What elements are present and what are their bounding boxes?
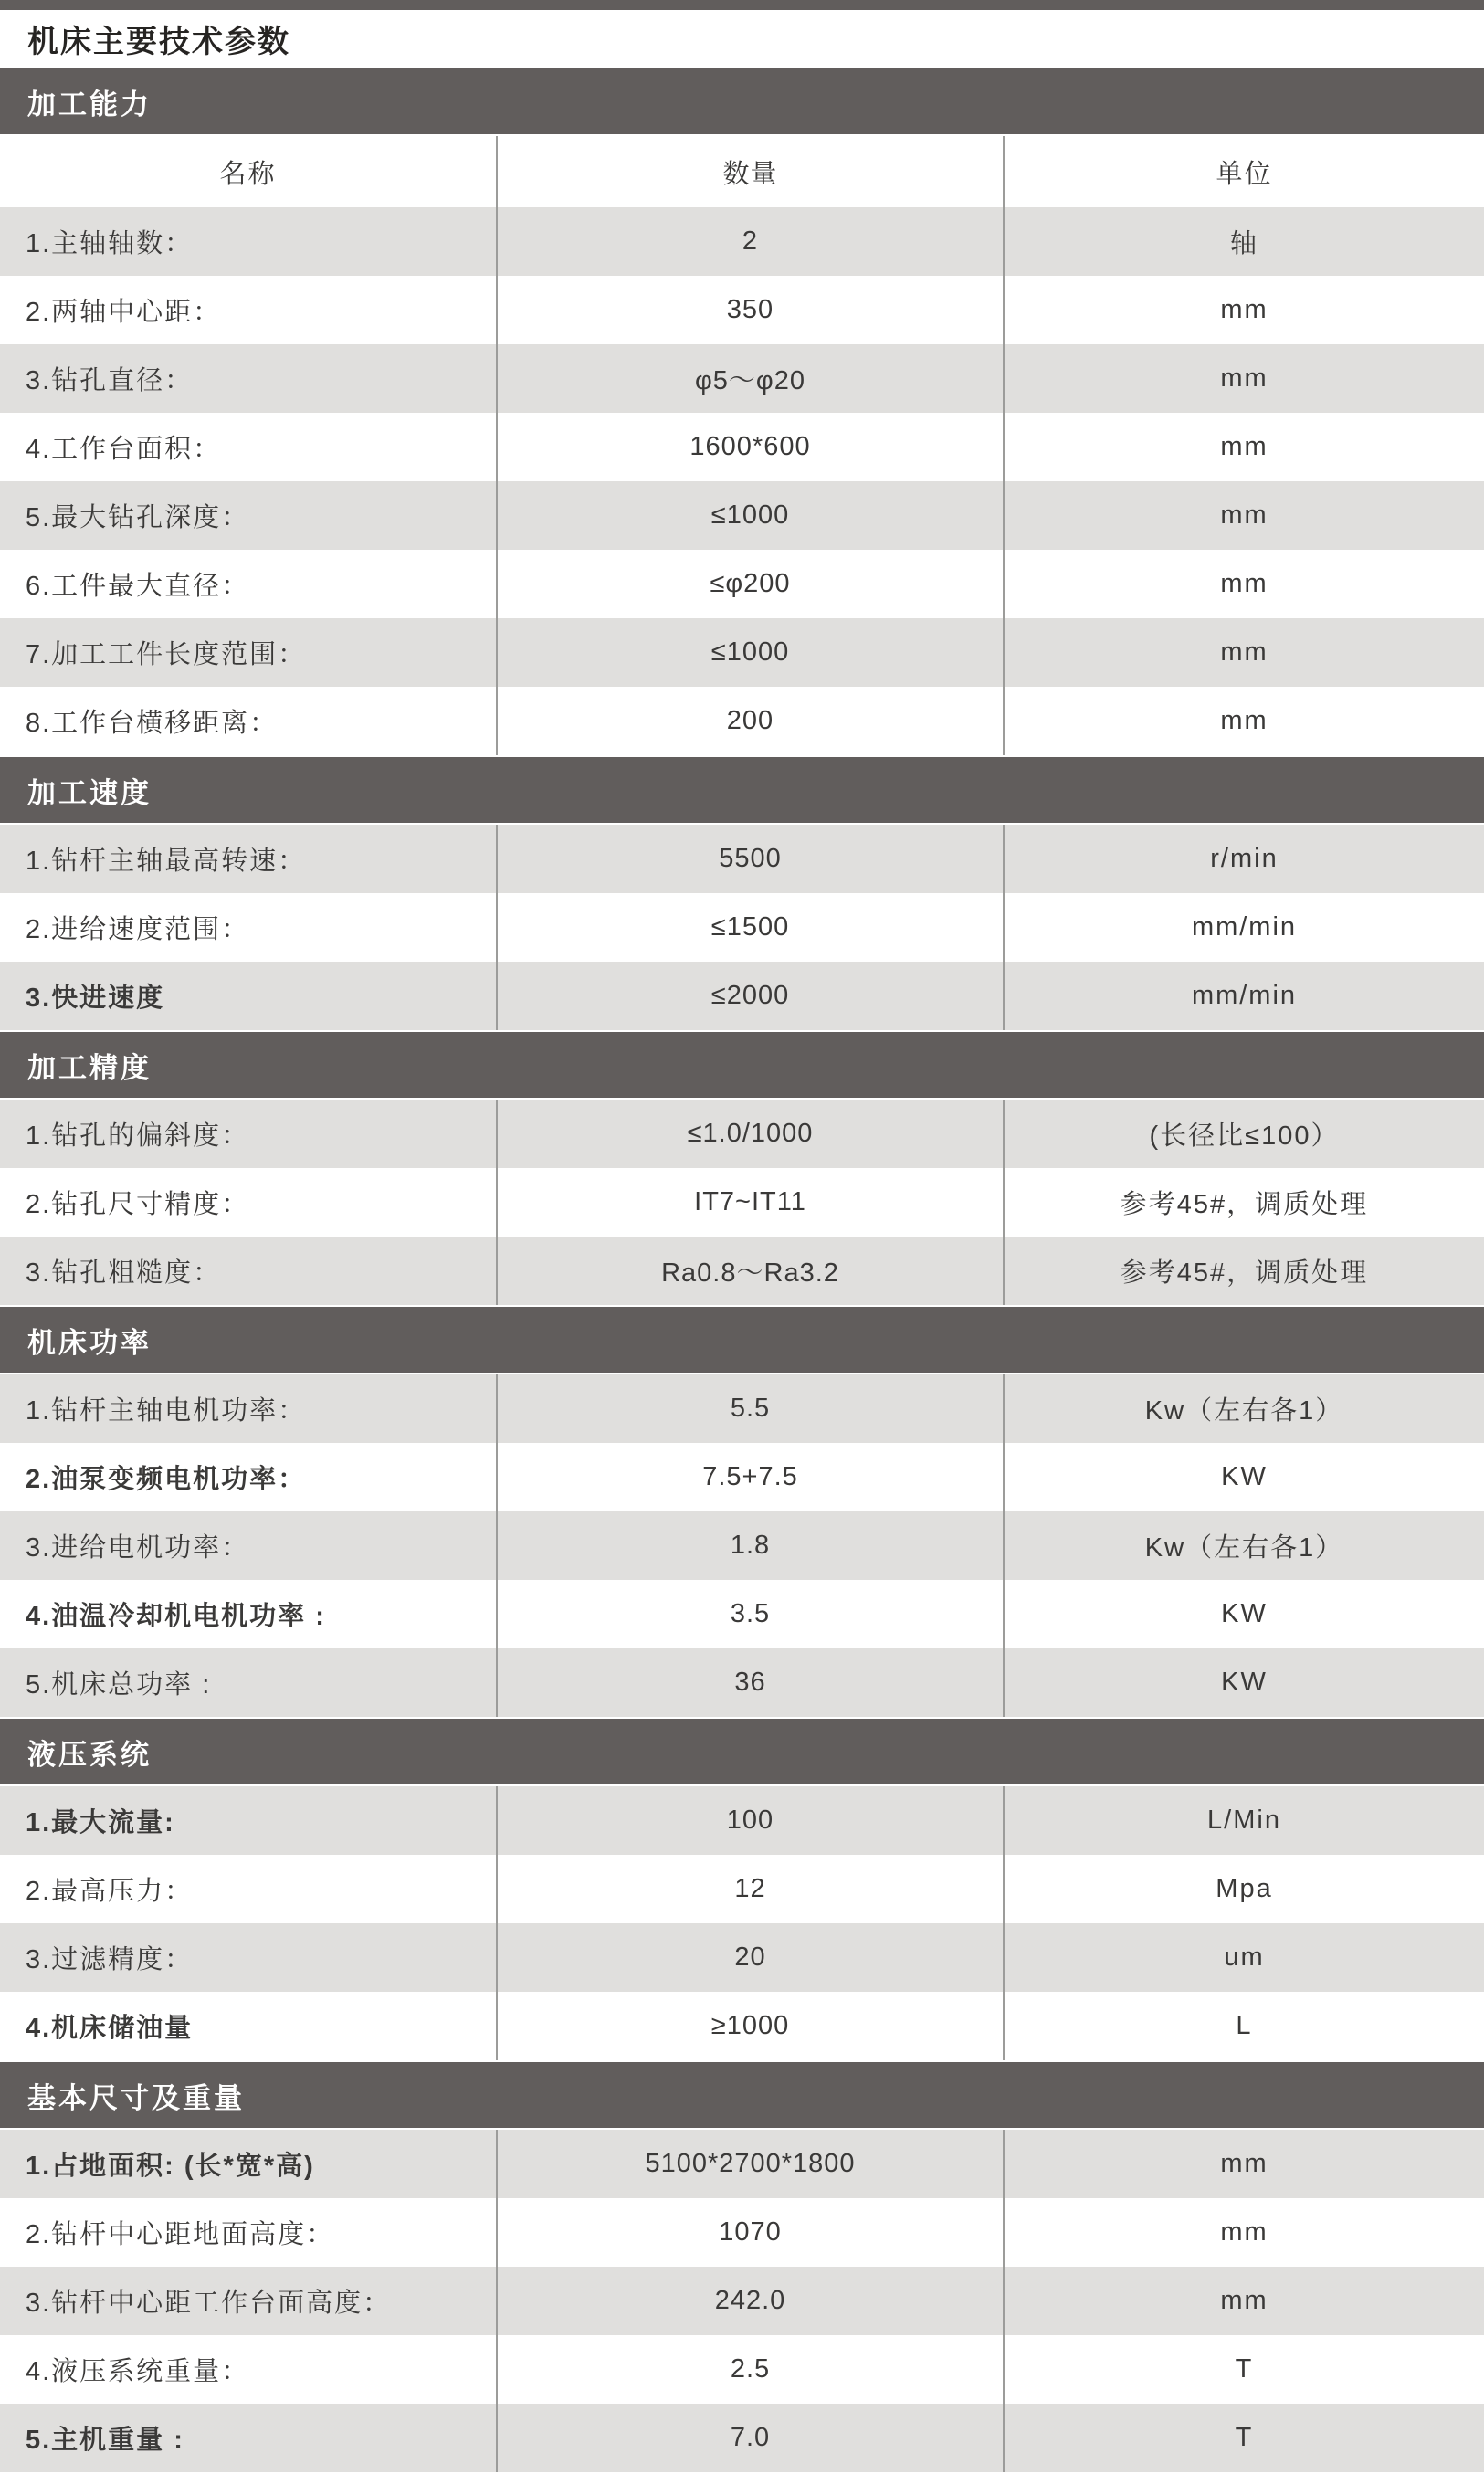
spec-label-cell: 4.油温冷却机电机功率 :	[26, 1602, 326, 1631]
spec-unit-cell: T	[1003, 2404, 1484, 2472]
spec-row	[0, 1374, 1484, 1443]
spec-value-cell: ≤1000	[496, 618, 1003, 687]
spec-unit-cell: mm	[1003, 2267, 1484, 2335]
spec-value-cell: ≤1.0/1000	[496, 1100, 1003, 1168]
spec-unit-cell: mm	[1003, 413, 1484, 481]
spec-unit-cell: r/min	[1003, 825, 1484, 893]
spec-unit-cell: 参考45#，调质处理	[1003, 1237, 1484, 1305]
spec-row	[0, 893, 1484, 962]
section-header: 液压系统	[0, 1717, 1484, 1786]
spec-unit-cell: mm	[1003, 276, 1484, 344]
spec-row	[0, 618, 1484, 687]
spec-label-cell: 7.加工工件长度范围：	[26, 640, 307, 669]
spec-row	[0, 1580, 1484, 1648]
spec-label-cell: 2.钻杆中心距地面高度：	[26, 2220, 335, 2249]
spec-unit-cell: mm	[1003, 2198, 1484, 2267]
spec-row	[0, 825, 1484, 893]
spec-row	[0, 2404, 1484, 2472]
spec-label-cell: 1.主轴轴数：	[26, 229, 194, 258]
spec-value-cell: 7.5+7.5	[496, 1443, 1003, 1511]
spec-label-cell: 2.进给速度范围：	[26, 915, 250, 944]
spec-row	[0, 344, 1484, 413]
spec-value-cell: 242.0	[496, 2267, 1003, 2335]
spec-label-cell: 2.两轴中心距：	[26, 298, 222, 327]
spec-unit-cell: um	[1003, 1923, 1484, 1992]
spec-row	[0, 962, 1484, 1030]
spec-value-cell: 350	[496, 276, 1003, 344]
spec-value-cell: IT7~IT11	[496, 1168, 1003, 1237]
spec-label-cell: 8.工作台横移距离：	[26, 709, 279, 738]
spec-value-cell: 20	[496, 1923, 1003, 1992]
section-header: 基本尺寸及重量	[0, 2060, 1484, 2130]
spec-label-cell: 2.最高压力：	[26, 1877, 194, 1906]
spec-label-cell: 3.钻杆中心距工作台面高度：	[26, 2289, 392, 2318]
spec-value-cell: φ5～φ20	[496, 344, 1003, 413]
spec-value-cell: 5100*2700*1800	[496, 2130, 1003, 2198]
spec-row	[0, 207, 1484, 276]
column-header-cell: 名称	[219, 159, 277, 189]
spec-table	[0, 67, 1484, 2472]
spec-row	[0, 1237, 1484, 1305]
spec-label-cell: 3.钻孔直径：	[26, 366, 194, 395]
spec-row	[0, 550, 1484, 618]
spec-value-cell: 1.8	[496, 1511, 1003, 1580]
spec-row	[0, 1168, 1484, 1237]
spec-value-cell: 200	[496, 687, 1003, 755]
spec-label-cell: 4.工作台面积：	[26, 435, 222, 464]
spec-row	[0, 413, 1484, 481]
spec-label-cell: 4.机床储油量	[26, 2014, 194, 2043]
spec-unit-cell: 轴	[1003, 207, 1484, 276]
spec-value-cell: 1070	[496, 2198, 1003, 2267]
spec-unit-cell: mm/min	[1003, 893, 1484, 962]
section-header: 机床功率	[0, 1305, 1484, 1374]
spec-row	[0, 1100, 1484, 1168]
spec-value-cell: Ra0.8～Ra3.2	[496, 1237, 1003, 1305]
spec-row	[0, 1786, 1484, 1855]
spec-row	[0, 481, 1484, 550]
spec-label-cell: 1.最大流量:	[26, 1808, 175, 1837]
spec-unit-cell: mm	[1003, 687, 1484, 755]
spec-value-cell: 5.5	[496, 1374, 1003, 1443]
spec-unit-cell: L	[1003, 1992, 1484, 2060]
spec-label-cell: 2.油泵变频电机功率：	[26, 1465, 307, 1494]
spec-unit-cell: KW	[1003, 1580, 1484, 1648]
spec-unit-cell: mm/min	[1003, 962, 1484, 1030]
spec-value-cell: 5500	[496, 825, 1003, 893]
spec-row	[0, 1443, 1484, 1511]
spec-value-cell: ≥1000	[496, 1992, 1003, 2060]
spec-unit-cell: Kw（左右各1）	[1003, 1511, 1484, 1580]
spec-label-cell: 1.钻杆主轴电机功率：	[26, 1396, 307, 1426]
spec-value-cell: ≤φ200	[496, 550, 1003, 618]
spec-label-cell: 5.机床总功率 :	[26, 1670, 212, 1700]
top-strip	[0, 0, 1484, 10]
spec-label-cell: 6.工件最大直径：	[26, 572, 250, 601]
spec-unit-cell: (长径比≤100）	[1003, 1100, 1484, 1168]
spec-unit-cell: mm	[1003, 481, 1484, 550]
spec-label-cell: 1.钻杆主轴最高转速：	[26, 847, 307, 876]
spec-unit-cell: KW	[1003, 1648, 1484, 1717]
spec-unit-cell: 参考45#，调质处理	[1003, 1168, 1484, 1237]
spec-value-cell: 7.0	[496, 2404, 1003, 2472]
spec-unit-cell: mm	[1003, 550, 1484, 618]
spec-unit-cell: mm	[1003, 2130, 1484, 2198]
spec-unit-cell: KW	[1003, 1443, 1484, 1511]
spec-row	[0, 276, 1484, 344]
spec-row	[0, 1923, 1484, 1992]
column-header-row	[0, 136, 1484, 207]
spec-label-cell: 3.快进速度	[26, 984, 165, 1013]
spec-row	[0, 1992, 1484, 2060]
spec-unit-cell: mm	[1003, 618, 1484, 687]
spec-label-cell: 1.占地面积: (长*宽*高)	[26, 2152, 315, 2181]
column-header-cell: 单位	[1003, 136, 1484, 207]
spec-row	[0, 2267, 1484, 2335]
spec-label-cell: 1.钻孔的偏斜度：	[26, 1121, 250, 1151]
spec-row	[0, 1648, 1484, 1717]
spec-unit-cell: L/Min	[1003, 1786, 1484, 1855]
spec-unit-cell: mm	[1003, 344, 1484, 413]
spec-value-cell: 1600*600	[496, 413, 1003, 481]
spec-label-cell: 3.钻孔粗糙度：	[26, 1258, 222, 1288]
column-header-cell: 数量	[496, 136, 1003, 207]
spec-unit-cell: Mpa	[1003, 1855, 1484, 1923]
spec-label-cell: 3.进给电机功率：	[26, 1533, 250, 1563]
spec-row	[0, 2130, 1484, 2198]
spec-row	[0, 1511, 1484, 1580]
spec-label-cell: 5.最大钻孔深度：	[26, 503, 250, 532]
page-title: 机床主要技术参数	[27, 24, 290, 59]
spec-row	[0, 2335, 1484, 2404]
section-header: 加工能力	[0, 67, 1484, 136]
spec-value-cell: 2.5	[496, 2335, 1003, 2404]
spec-value-cell: 12	[496, 1855, 1003, 1923]
spec-label-cell: 2.钻孔尺寸精度：	[26, 1190, 250, 1219]
spec-label-cell: 4.液压系统重量：	[26, 2357, 250, 2386]
spec-value-cell: ≤1500	[496, 893, 1003, 962]
spec-value-cell: ≤2000	[496, 962, 1003, 1030]
spec-value-cell: ≤1000	[496, 481, 1003, 550]
spec-row	[0, 687, 1484, 755]
spec-row	[0, 1855, 1484, 1923]
spec-value-cell: 2	[496, 207, 1003, 276]
section-header: 加工速度	[0, 755, 1484, 825]
spec-label-cell: 3.过滤精度：	[26, 1945, 194, 1974]
section-header: 加工精度	[0, 1030, 1484, 1100]
spec-unit-cell: Kw（左右各1）	[1003, 1374, 1484, 1443]
spec-value-cell: 100	[496, 1786, 1003, 1855]
spec-value-cell: 3.5	[496, 1580, 1003, 1648]
spec-label-cell: 5.主机重量 :	[26, 2426, 184, 2455]
spec-value-cell: 36	[496, 1648, 1003, 1717]
spec-unit-cell: T	[1003, 2335, 1484, 2404]
spec-row	[0, 2198, 1484, 2267]
